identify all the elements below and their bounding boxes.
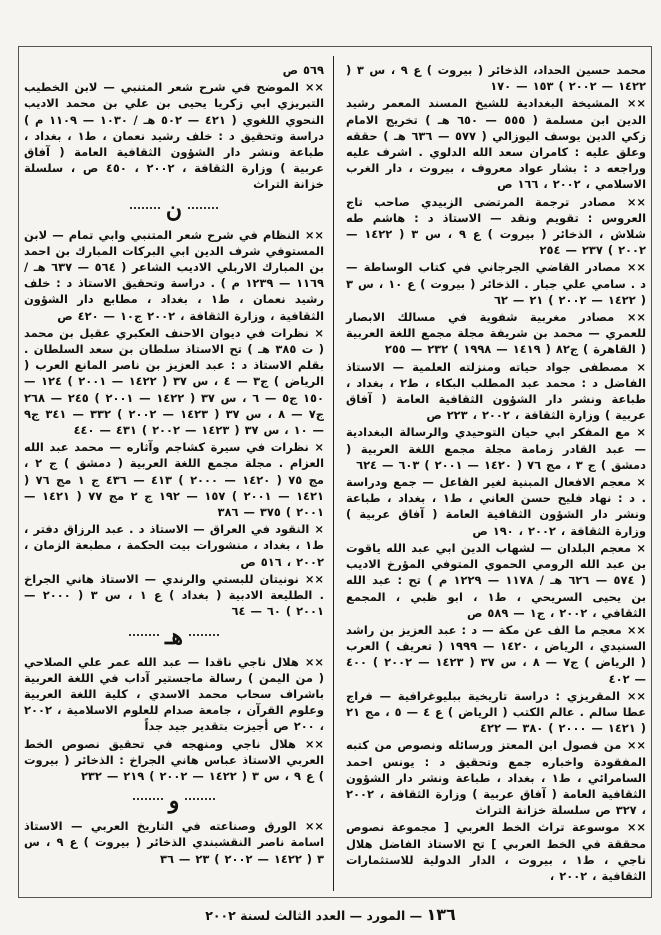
bibliography-entry: ×× المقريزي : دراسة تاريخية ببليوغرافية — فراج عطا سالم . عالم الكتب ( الرياض ) ع ٤ — ٥ ، مج ٢١ ( ١٤٢١ — ٢٠٠٠ ) ٣٨٠ — ٤٢٢: [346, 688, 647, 736]
heading-ornament: [130, 207, 160, 215]
bibliography-entry: ×× من فصول ابن المعتز ورسائله ونصوص من كتبه المفقودة واخباره جمع وتحقيق د : يونس احمد السامرائي ، ط١ ، بغداد ، طباعة ونشر دار الشؤون الثقافية العامة ( آفاق عربية ) وزارة الثقافة ، ٢٠٠٢ ، ٣٢٧ ص سلسلة خزانة التراث: [346, 738, 647, 818]
bibliography-entry: × نظرات في ديوان الاحنف العكبري عقيل بن محمد ( ت ٣٨٥ هـ ) تح الاستاذ سلطان بن سعد السلطان . بقلم الاستاذ د : عبد العزيز بن ناصر المانع العرب ( الرياض ) ج٣ — ٤ ، س ٣٧ ( ١٤٢٢ — ٢٠٠١ ) ١٢٤ — ١٥٠ ج٥ — ٦ ، س ٣٧ ( ١٤٢٢ — ٢٠٠١ ) ٢٤٥ — ٢٦٨ ج٧ — ٨ ، س ٣٧ ( ١٤٢٣ — ٢٠٠٢ ) ٣٣٢ — ٣٤١ ج٩ — ١٠ ، س ٣٧ ( ١٤٢٣ — ٢٠٠٢ ) ٤٣١ — ٤٤٠: [24, 325, 325, 438]
heading-ornament: [188, 207, 218, 215]
left-column: [24, 62, 324, 868]
bibliography-entry: ×× الموضح في شرح شعر المتنبي — لابن الخطيب التبريزي ابي زكريا يحيى بن علي بن محمد الاديب النحوي اللغوي ( ٤٢١ — ٥٠٢ هـ / ١٠٣٠ — ١١٠٩ م ) دراسة وتحقيق د : خلف رشيد نعمان ، ط١ ، بغداد ، طباعة ونشر دار الشؤون الثقافية العامة ( آفاق عربية ) وزارة الثقافة ، ٢٠٠٢ ، ٤٥٠ ص ، سلسلة خزانة التراث: [24, 80, 325, 192]
column-divider: [333, 56, 334, 891]
section-letter-heading: [24, 197, 324, 223]
bibliography-entry: × نظرات في سيرة كشاجم وآثاره — محمد عبد الله العزام . مجلة مجمع اللغة العربية ( دمشق ) ج ٢ ، مج ٧٥ ( ١٤٢٠ — ٢٠٠٠ ) ٤١٣ — ٤٣٦ ج ١ مج ٧٦ ( ١٤٢١ — ٢٠٠١ ) ١٥٧ — ١٩٢ ج ٢ مج ٧٧ ( ١٤٢١ — ٢٠٠١ ) ٣٧٥ — ٣٨٦: [24, 440, 325, 520]
bibliography-entry: ×× نونيتان للبستي والرندي — الاستاذ هاني الجراخ . الطليعة الادبية ( بغداد ) ع ١ ، س ٣ ( ٢٠٠٠ — ٢٠٠١ ) ٦٠ — ٦٤: [24, 571, 324, 619]
bibliography-entry: × مصطفى جواد حياته ومنزلته العلمية — الاستاذ الفاضل د : محمد عبد المطلب البكاء ، ط٢ ، بغداد ، طباعة ونشر دار الشؤون الثقافية العامة ( آفاق عربية ) وزارة الثقافة ، ٢٠٠٢ ، ٢٢٣ ص: [346, 359, 646, 423]
bibliography-entry: × مع المفكر ابي حيان التوحيدي والرسالة البغدادية — عبد القادر زمامة مجلة مجمع اللغة العربية ( دمشق ) ج ٣ ، مج ٧٦ ( ١٤٢٠ — ٢٠٠١ ) ٦٠٣ — ٦٢٤: [346, 425, 646, 472]
bibliography-entry: ×× هلال ناجي ناقدا — عبد الله عمر علي الصلاحي ( من اليمن ) رسالة ماجستير آداب في اللغة العربية باشراف سحاب محمد الاسدي ، كلية اللغة العربية وعلوم القرآن ، جامعة صدام للعلوم الاسلامية ، ٢٠٠٢ ، ٢٠٠ ص أجيزت بتقدير جيد جداً: [24, 654, 324, 734]
bibliography-entry: × معجم البلدان — لشهاب الدين ابي عبد الله ياقوت بن عبد الله الرومي الحموي المتوفي المؤرخ الاديب ( ٥٧٤ — ٦٢٦ هـ / ١١٧٨ — ١٢٢٩ م ) تح : عبد الله بن يحيى السريحي ، ط١ ، ابو ظبي ، المجمع الثقافي ، ٢٠٠٢ ، ج١ — ٥٨٩ ص: [346, 540, 646, 620]
heading-ornament: [129, 634, 159, 642]
bibliography-entry: ×× المشيخة البغدادية للشيخ المسند المعمر رشيد الدين ابن مسلمة ( ٥٥٥ — ٦٥٠ هـ ) تخريج الامام زكي الدين يوسف اليوزالي ( ٥٧٧ — ٦٣٦ هـ ) حققه وعلق عليه : كامران سعد الله الدلوي . اشرف عليه وراجعه د : بشار عواد معروف ، بيروت ، دار الغرب الاسلامي ، ٢٠٠٢ ، ١٦٦ ص: [346, 96, 647, 192]
bibliography-entry: ×× هلال ناجي ومنهجه في تحقيق نصوص الخط العربي الاستاذ عباس هاني الجراخ : الذخائر ( بيروت ) ع ٩ ، س ٣ ( ١٤٢٢ — ٢٠٠٢ ) ٢١٩ — ٢٣٢: [24, 736, 324, 783]
bibliography-entry: ×× مصادر مغربية شفوية في مسالك الابصار للعمري — محمد بن شريفة مجلة مجمع اللغة العربية ( القاهرة ) ج٨٢ ( ١٤١٩ — ١٩٩٨ ) ٢٣٢ — ٢٥٥: [346, 310, 646, 357]
section-letter-heading: [24, 788, 324, 814]
section-letter: هـ: [164, 623, 184, 650]
section-letter-heading: [24, 624, 324, 650]
page-number: ١٣٦: [426, 905, 456, 924]
bibliography-entry: ٥٦٩ ص: [282, 63, 324, 77]
heading-ornament: [133, 798, 163, 806]
page-footer: ١٣٦ — المورد — العدد الثالث لسنة ٢٠٠٢: [205, 905, 456, 924]
heading-ornament: [185, 798, 215, 806]
bibliography-entry: محمد حسين الحداد، الذخائر ( بيروت ) ع ٩ ، س ٣ ( ١٤٢٢ — ٢٠٠٢ ) ١٥٣ — ١٧٠: [346, 63, 646, 94]
bibliography-entry: ×× معجم ما الف عن مكة — د : عبد العزيز بن راشد السنيدي ، الرياض ، ١٤٢٠ — ١٩٩٩ ( تعريف ) العرب ( الرياض ) ج٧ — ٨ ، س ٣٧ ( ١٤٢٣ — ٢٠٠٢ ) ٤٠٠ — ٤٠٢: [346, 622, 647, 686]
footer-text: المورد — العدد الثالث لسنة ٢٠٠٢: [205, 908, 406, 923]
heading-ornament: [189, 634, 219, 642]
bibliography-entry: × معجم الافعال المبنية لغير الفاعل — جمع ودراسة . د : نهاد فليح حسن العاني ، ط١ ، بغداد ، طباعة ونشر دار الشؤون الثقافية العامة ( آفاق عربية ) وزارة الثقافة ، ٢٠٠٢ ، ١٩٠ ص: [346, 475, 646, 538]
bibliography-entry: ×× مصادر ترجمة المرتضى الزبيدي صاحب تاج العروس : تقويم ونقد — الاستاذ د : هاشم طه شلاش ، الذخائر ( بيروت ) ع ٩ ، س ٣ ( ١٤٢٢ — ٢٠٠٢ ) ٢٣٧ — ٢٥٤: [346, 194, 646, 258]
section-letter: ن: [165, 196, 183, 223]
bibliography-entry: × النقود في العراق — الاستاذ د . عبد الرزاق دفتر ، ط١ ، بغداد ، منشورات بيت الحكمة ، مطبعة الزمان ، ٢٠٠٢ ، ٥١٦ ص: [24, 522, 324, 569]
right-column: [346, 62, 646, 885]
section-letter: و: [168, 788, 180, 815]
bibliography-entry: ×× النظام في شرح شعر المتنبي وابي تمام — لابن المستوفي شرف الدين ابي البركات المبارك بن احمد بن المبارك الاربلي الاديب الشاعر ( ٥٦٤ — ٦٣٧ هـ / ١١٦٩ — ١٢٣٩ م ) . دراسة وتحقيق الاستاذ د : خلف رشيد نعمان ، ط١ ، بغداد ، مطابع دار الشؤون الثقافية ، وزارة الثقافة ، ٢٠٠٢ ج١٠ — ٤٢٠ ص: [24, 227, 325, 323]
bibliography-entry: ×× مصادر القاضي الجرجاني في كتاب الوساطة — د . سامي علي جبار . الذخائر ( بيروت ) ع ١٠ ، س ٣ ( ١٤٢٢ — ٢٠٠٢ ) ٢١ — ٦٢: [346, 260, 646, 307]
bibliography-entry: ×× موسوعة تراث الخط العربي [ مجموعة نصوص محققة في الخط العربي ] تح الاستاذ الفاضل هلال ناجي ، ط١ ، بيروت ، الدار الدولية للاستثمارات الثقافية ، ٢٠٠٢ ،: [346, 820, 646, 883]
bibliography-entry: ×× الورق وصناعته في التاريخ العربي — الاستاذ اسامة ناصر النقشبندي الذخائر ( بيروت ) ع ٩ ، س ٣ ( ١٤٢٢ — ٢٠٠٢ ) ٢٣ — ٣٦: [24, 819, 324, 866]
